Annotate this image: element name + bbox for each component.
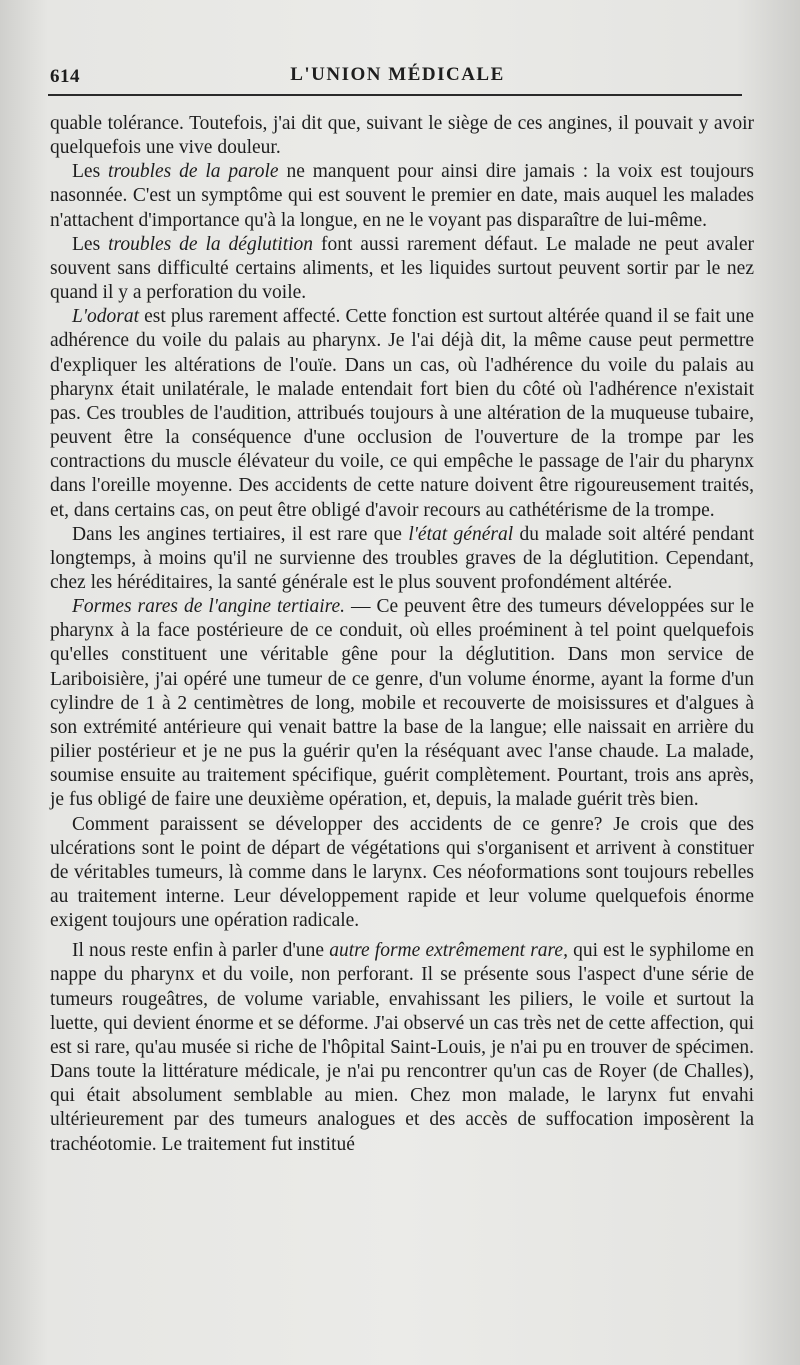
text-run: Comment paraissent se développer des accidents de ce genre? Je crois que des ulcérations sont le point de départ de végétations qui s'organisent et arrivent à constituer de véritables tumeurs, là comme dans le larynx. Ces néoformations sont toujours rebelles au traitement interne. Leur développement rapide et leur volume quelquefois énorme exigent toujours une opération radicale. xyxy=(50,813,754,932)
italic-run: Formes rares de l'angine tertiaire. xyxy=(72,596,346,618)
paragraph xyxy=(50,595,754,812)
page-number: 614 xyxy=(50,66,80,87)
page-header xyxy=(50,64,745,92)
paragraph xyxy=(50,233,754,305)
text-run: qui est le syphilome en nappe du pharynx et du voile, non perforant. Il se présente sous l'aspect d'une série de tumeurs rougeâtres, de volume variable, envahissant les piliers, le voile et surtout la luette, qui devient énorme et se déforme. J'ai observé un cas très net de cette affection, qui est si rare, qu'au musée si riche de l'hôpital Saint-Louis, je n'ai pu en trouver de spécimen. Dans toute la littérature médicale, je n'ai pu rencontrer qu'un cas de Royer (de Challes), qui était absolument semblable au mien. Chez mon malade, le larynx fut envahi ultérieurement par des tumeurs analogues et des accès de suffocation imposèrent la trachéotomie. Le traitement fut institué xyxy=(50,940,755,1155)
text-run: Il nous reste enfin à parler d'une xyxy=(72,940,330,962)
italic-run: troubles de la déglutition xyxy=(108,233,314,255)
italic-run: l'état général xyxy=(408,523,514,545)
paragraph xyxy=(50,813,754,934)
text-run: font aussi rarement défaut. Le malade ne peut avaler souvent sans difficulté certains aliments, et les liquides surtout peuvent sortir par le nez quand il y a perforation du voile. xyxy=(50,233,754,304)
italic-run: troubles de la parole xyxy=(108,161,279,183)
text-run: est plus rarement affecté. Cette fonction est surtout altérée quand il se fait une adhérence du voile du palais au pharynx. Je l'ai déjà dit, la même cause peut permettre d'expliquer les altérations de l'ouïe. Dans un cas, où l'adhérence du voile du palais au pharynx était unilatérale, le malade entendait fort bien du côté où l'adhérence n'existait pas. Ces troubles de l'audition, attribués toujours à une altération de la muqueuse tubaire, peuvent être la conséquence d'une occlusion de l'ouverture de la trompe par les contractions du muscle élévateur du voile, ce qui empêche le passage de l'air du pharynx dans l'oreille moyenne. Des accidents de cette nature doivent être rigoureusement traités, et, dans certains cas, on peut être obligé d'avoir recours au cathétérisme de la trompe. xyxy=(50,306,754,521)
paragraph xyxy=(50,160,754,232)
paragraph xyxy=(50,305,754,522)
text-run: ne manquent pour ainsi dire jamais : la voix est toujours nasonnée. C'est un symptôme qui est souvent le premier en date, mais auquel les malades n'attachent d'importance qu'à la longue, en ne le voyant pas disparaître de lui-même. xyxy=(50,161,754,231)
text-run: Dans les angines tertiaires, il est rare que xyxy=(72,523,409,545)
text-run: quable tolérance. Toutefois, j'ai dit que, suivant le siège de ces angines, il pouvait y avoir quelquefois une vive douleur. xyxy=(50,113,754,159)
italic-run: autre forme extrêmement rare, xyxy=(329,940,568,962)
text-run: — Ce peuvent être des tumeurs développées sur le pharynx à la face postérieure de ce conduit, où elles proéminent à tel point quelquefois qu'elles constituent une véritable gêne pour la déglutition. Dans mon service de Lariboisière, j'ai opéré une tumeur de ce genre, d'un volume énorme, ayant la forme d'un cylindre de 1 à 2 centimètres de long, mobile et recouverte de moisissures et d'algues à son extrémité antérieure qui venait battre la base de la langue; elle naissait en arrière du pilier postérieur et je ne pus la guérir qu'en la réséquant avec l'anse chaude. La malade, soumise ensuite au traitement spécifique, guérit complètement. Pourtant, trois ans après, je fus obligé de faire une deuxième opération, et, depuis, la malade guérit très bien. xyxy=(50,596,754,811)
running-title: L'UNION MÉDICALE xyxy=(290,64,505,85)
paragraph xyxy=(50,112,754,160)
paragraph xyxy=(50,939,754,1156)
text-run: Les xyxy=(72,161,109,183)
body-text xyxy=(50,112,754,1157)
header-rule xyxy=(48,94,742,96)
text-run: Les xyxy=(72,233,109,255)
paragraph xyxy=(50,523,754,595)
text-run: du malade soit altéré pendant longtemps, à moins qu'il ne survienne des troubles graves de la déglutition. Cependant, chez les héréditaires, la santé générale est le plus souvent profondément altérée. xyxy=(50,523,754,593)
italic-run: L'odorat xyxy=(72,306,140,328)
